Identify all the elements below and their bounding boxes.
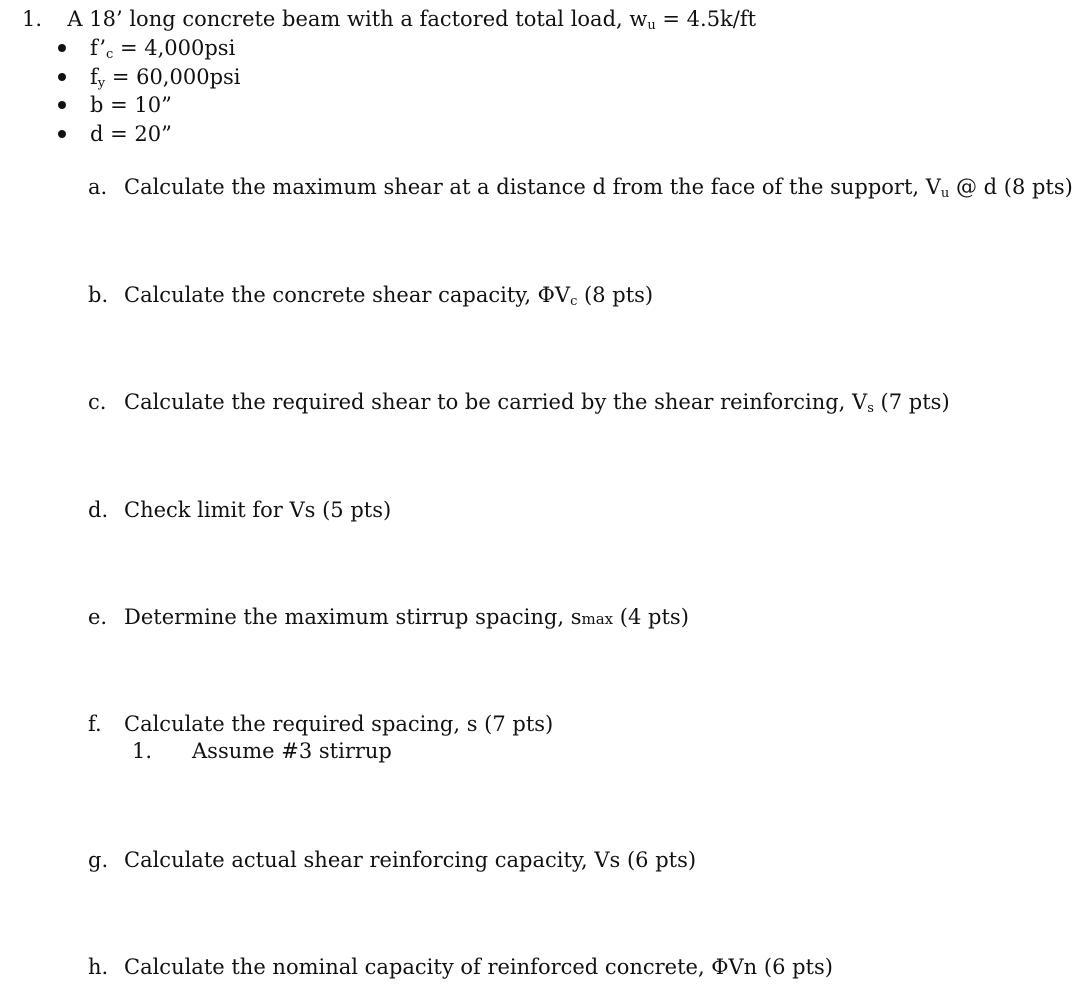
subitem-number: 1.: [132, 739, 153, 763]
part-text: Check limit for Vs (5 pts): [124, 498, 392, 522]
part-text: Calculate the nominal capacity of reinforced concrete, ΦVn (6 pts): [124, 955, 833, 979]
problem-statement: [22, 6, 756, 32]
part-letter: g.: [88, 848, 109, 872]
part-letter: c.: [88, 390, 107, 414]
part-letter: f.: [88, 712, 102, 736]
bullet-icon: [58, 44, 66, 52]
subitem-text: Assume #3 stirrup: [192, 739, 392, 763]
part-text: Calculate the maximum shear at a distance d from the face of the support, $V_u$ @ d (8 pts): [124, 175, 1073, 201]
part-text: Calculate actual shear reinforcing capacity, Vs (6 pts): [124, 848, 697, 872]
given-b: b = 10”: [90, 93, 172, 117]
given-fy: $f_y = 60,000psi$: [90, 65, 241, 91]
part-letter: h.: [88, 955, 109, 979]
part-letter: a.: [88, 175, 108, 199]
bullet-icon: [58, 130, 66, 138]
part-text: Determine the maximum stirrup spacing, smax (4 pts): [124, 605, 689, 629]
part-text: Calculate the required shear to be carried by the shear reinforcing, $V_s$ (7 pts): [124, 390, 950, 416]
bullet-icon: [58, 73, 66, 81]
bullet-icon: [58, 101, 66, 109]
problem-number: 1.: [22, 7, 43, 31]
part-letter: d.: [88, 498, 109, 522]
given-fc: $f’_c = 4,000psi$: [90, 36, 236, 62]
problem-text: A 18’ long concrete beam with a factored total load, $w_u = 4.5k/ft$: [67, 7, 757, 33]
part-letter: b.: [88, 283, 109, 307]
part-text: Calculate the concrete shear capacity, $\Phi V_c$ (8 pts): [124, 283, 654, 309]
given-d: d = 20”: [90, 122, 172, 146]
part-letter: e.: [88, 605, 108, 629]
part-text: Calculate the required spacing, s (7 pts): [124, 712, 554, 736]
